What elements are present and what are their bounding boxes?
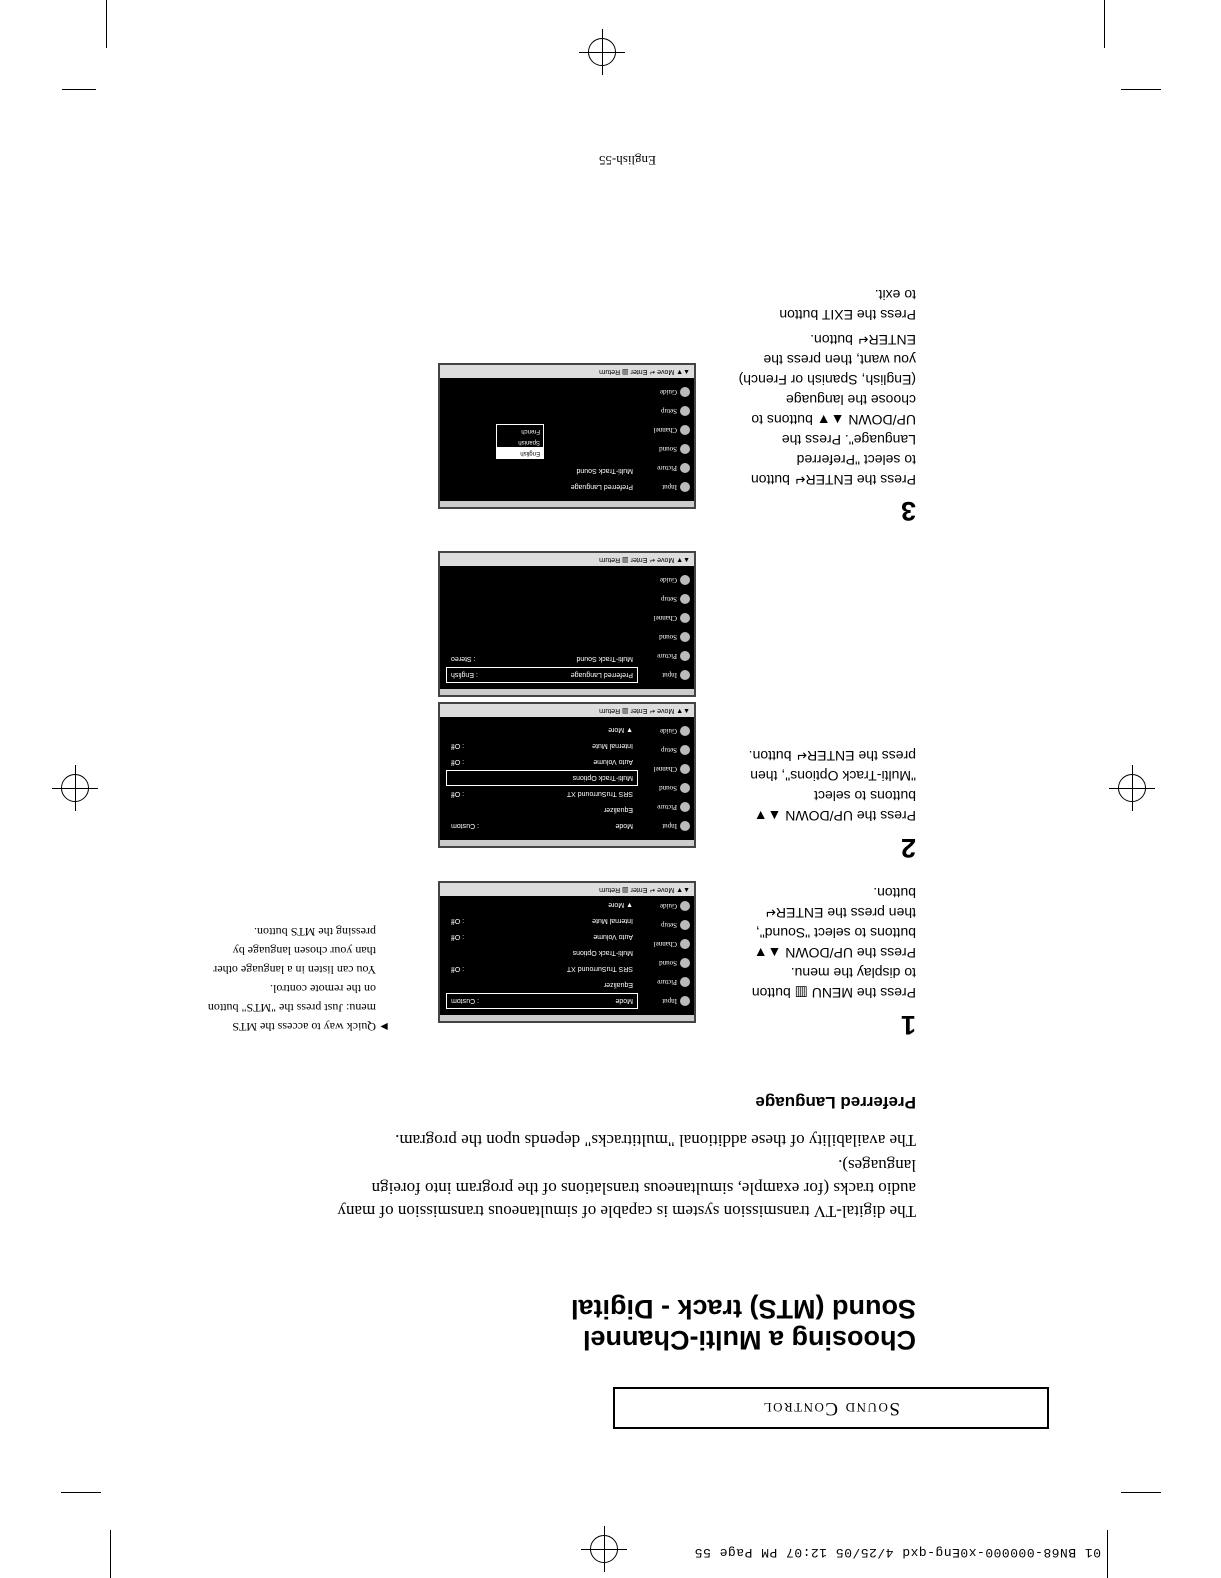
intro-paragraph: The availability of these additional "multitracks" depends upon the program. — [395, 1131, 916, 1150]
step-line: Press the MENU ▥ button — [751, 985, 916, 1001]
tip-line: Quick way to access the MTS — [232, 1020, 376, 1034]
tv-screen-3 — [438, 363, 696, 509]
step-line: Language". Press the — [781, 432, 916, 448]
tv-row: SRS TruSurround XT : Off — [451, 965, 633, 973]
step-line: Press the EXIT button — [779, 307, 916, 323]
tip-line: on the remote control. — [270, 982, 376, 996]
section-header: Sound Control — [613, 1387, 1049, 1429]
step-line: Press the ENTER↵ button — [750, 472, 916, 488]
step-1-text — [736, 883, 916, 1003]
registration-mark — [590, 1535, 618, 1563]
crop-mark — [1121, 89, 1161, 90]
sub-heading: Preferred Language — [755, 1093, 916, 1112]
step-line: then press the ENTER↵ — [764, 905, 916, 921]
popup-option: French — [521, 428, 540, 434]
tv-row: Multi-Track Sound : Stereo — [451, 655, 633, 663]
step-line: Press the UP/DOWN ▲▼ — [753, 808, 916, 824]
step-number: 3 — [900, 496, 916, 526]
tv-row: Mode : Custom — [451, 822, 633, 830]
tv-row: Mode : Custom — [446, 993, 638, 1009]
tv-menu-icons: Input Picture Sound Channel Setup Guide — [644, 571, 690, 685]
tv-status-bar: ▲▼ Move ↵ Enter ▥ Return — [440, 704, 694, 717]
step-number: 1 — [900, 1010, 916, 1040]
tv-menu-icons: Input Picture Sound Channel Setup Guide — [644, 722, 690, 836]
crop-mark — [106, 0, 107, 48]
title-line-1: Choosing a Multi-Channel — [583, 1325, 916, 1355]
step-line: buttons to select "Sound", — [755, 925, 916, 941]
exit-text — [736, 285, 916, 325]
tv-row: Preferred Language : English — [446, 667, 638, 683]
tv-row: ▼ More — [608, 901, 633, 909]
page-number: English-55 — [598, 153, 656, 168]
crop-mark — [1107, 1530, 1108, 1578]
registration-mark — [588, 38, 616, 66]
step-line: "Multi-Track Options", then — [750, 768, 916, 784]
tv-row: Internal Mute : Off — [451, 742, 633, 750]
tv-menu-rows — [446, 722, 638, 834]
crop-mark — [61, 1492, 101, 1493]
step-line: (English, Spanish or French) — [738, 372, 916, 388]
tv-menu-icons: Input Picture Sound Channel Setup Guide — [644, 383, 690, 497]
tv-screen-1 — [438, 881, 696, 1023]
step-line: to select "Preferred — [796, 452, 916, 468]
step-line: press the ENTER↵ button. — [748, 748, 916, 764]
tip-line: You can listen in a language other — [213, 963, 376, 977]
title-line-2: Sound (MTS) track - Digital — [570, 1294, 916, 1324]
step-line: buttons to select — [814, 788, 916, 804]
tip-line: than your chosen language by — [232, 944, 376, 958]
step-line: you want, then press the — [763, 352, 916, 368]
tv-menu-rows — [446, 897, 638, 1009]
step-number: 2 — [900, 833, 916, 863]
popup-option: Spanish — [518, 439, 540, 445]
tip-line: menu: Just press the "MTS" button — [207, 1001, 376, 1015]
tv-row: Auto Volume : Off — [451, 933, 633, 941]
crop-mark — [1121, 1492, 1161, 1493]
crop-mark — [110, 1530, 111, 1578]
tv-screen-2b — [438, 551, 696, 697]
step-3-text — [736, 330, 916, 490]
crop-mark — [62, 89, 96, 90]
print-slug: 01 BN68-000000-x0Eng-qxd 4/25/05 12:07 PM Page 55 — [694, 1545, 1101, 1560]
tip-line: pressing the MTS button. — [254, 925, 376, 939]
tv-row: Equalizer — [603, 806, 633, 814]
tv-row: ▼ More — [608, 726, 633, 734]
tv-menu-rows — [446, 463, 638, 495]
tv-menu-rows — [446, 651, 638, 683]
intro-text — [296, 1127, 916, 1223]
tv-screen-2a — [438, 702, 696, 848]
tv-menu-icons: Input Picture Sound Channel Setup Guide — [644, 897, 690, 1011]
tv-row: Multi-Track Options — [572, 949, 633, 957]
tv-row: Equalizer — [603, 981, 633, 989]
step-line: ENTER↵ button. — [810, 332, 916, 348]
step-line: UP/DOWN ▲▼ buttons to — [751, 412, 916, 428]
registration-mark — [1118, 774, 1146, 802]
tv-row: Multi-Track Options — [446, 770, 638, 786]
page-title — [296, 1293, 916, 1355]
language-popup — [496, 424, 544, 459]
crop-mark — [1104, 0, 1105, 48]
step-line: Press the UP/DOWN ▲▼ — [753, 945, 916, 961]
intro-paragraph: The digital-TV transmission system is capable of simultaneous transmission of many audio tracks (for example, simultaneous translations of the program into foreign languages). — [337, 1156, 916, 1221]
step-line: choose the language — [786, 392, 916, 408]
tv-status-bar: ▲▼ Move ↵ Enter ▥ Return — [440, 365, 694, 378]
step-line: button. — [873, 885, 916, 901]
tv-row: Internal Mute : Off — [451, 917, 633, 925]
tv-row: Multi-Track Sound — [576, 467, 633, 475]
popup-option: English — [497, 447, 543, 458]
tv-row: Auto Volume : Off — [451, 758, 633, 766]
tv-row: Preferred Language — [570, 483, 633, 491]
tv-status-bar: ▲▼ Move ↵ Enter ▥ Return — [440, 883, 694, 896]
tv-row: SRS TruSurround XT : Off — [451, 790, 633, 798]
tip-note — [156, 922, 390, 1036]
registration-mark — [61, 774, 89, 802]
step-line: to exit. — [874, 287, 916, 303]
tv-status-bar: ▲▼ Move ↵ Enter ▥ Return — [440, 553, 694, 566]
triangle-bullet-icon: ► — [378, 1020, 390, 1034]
step-2-text — [736, 746, 916, 826]
step-line: to display the menu. — [790, 965, 916, 981]
